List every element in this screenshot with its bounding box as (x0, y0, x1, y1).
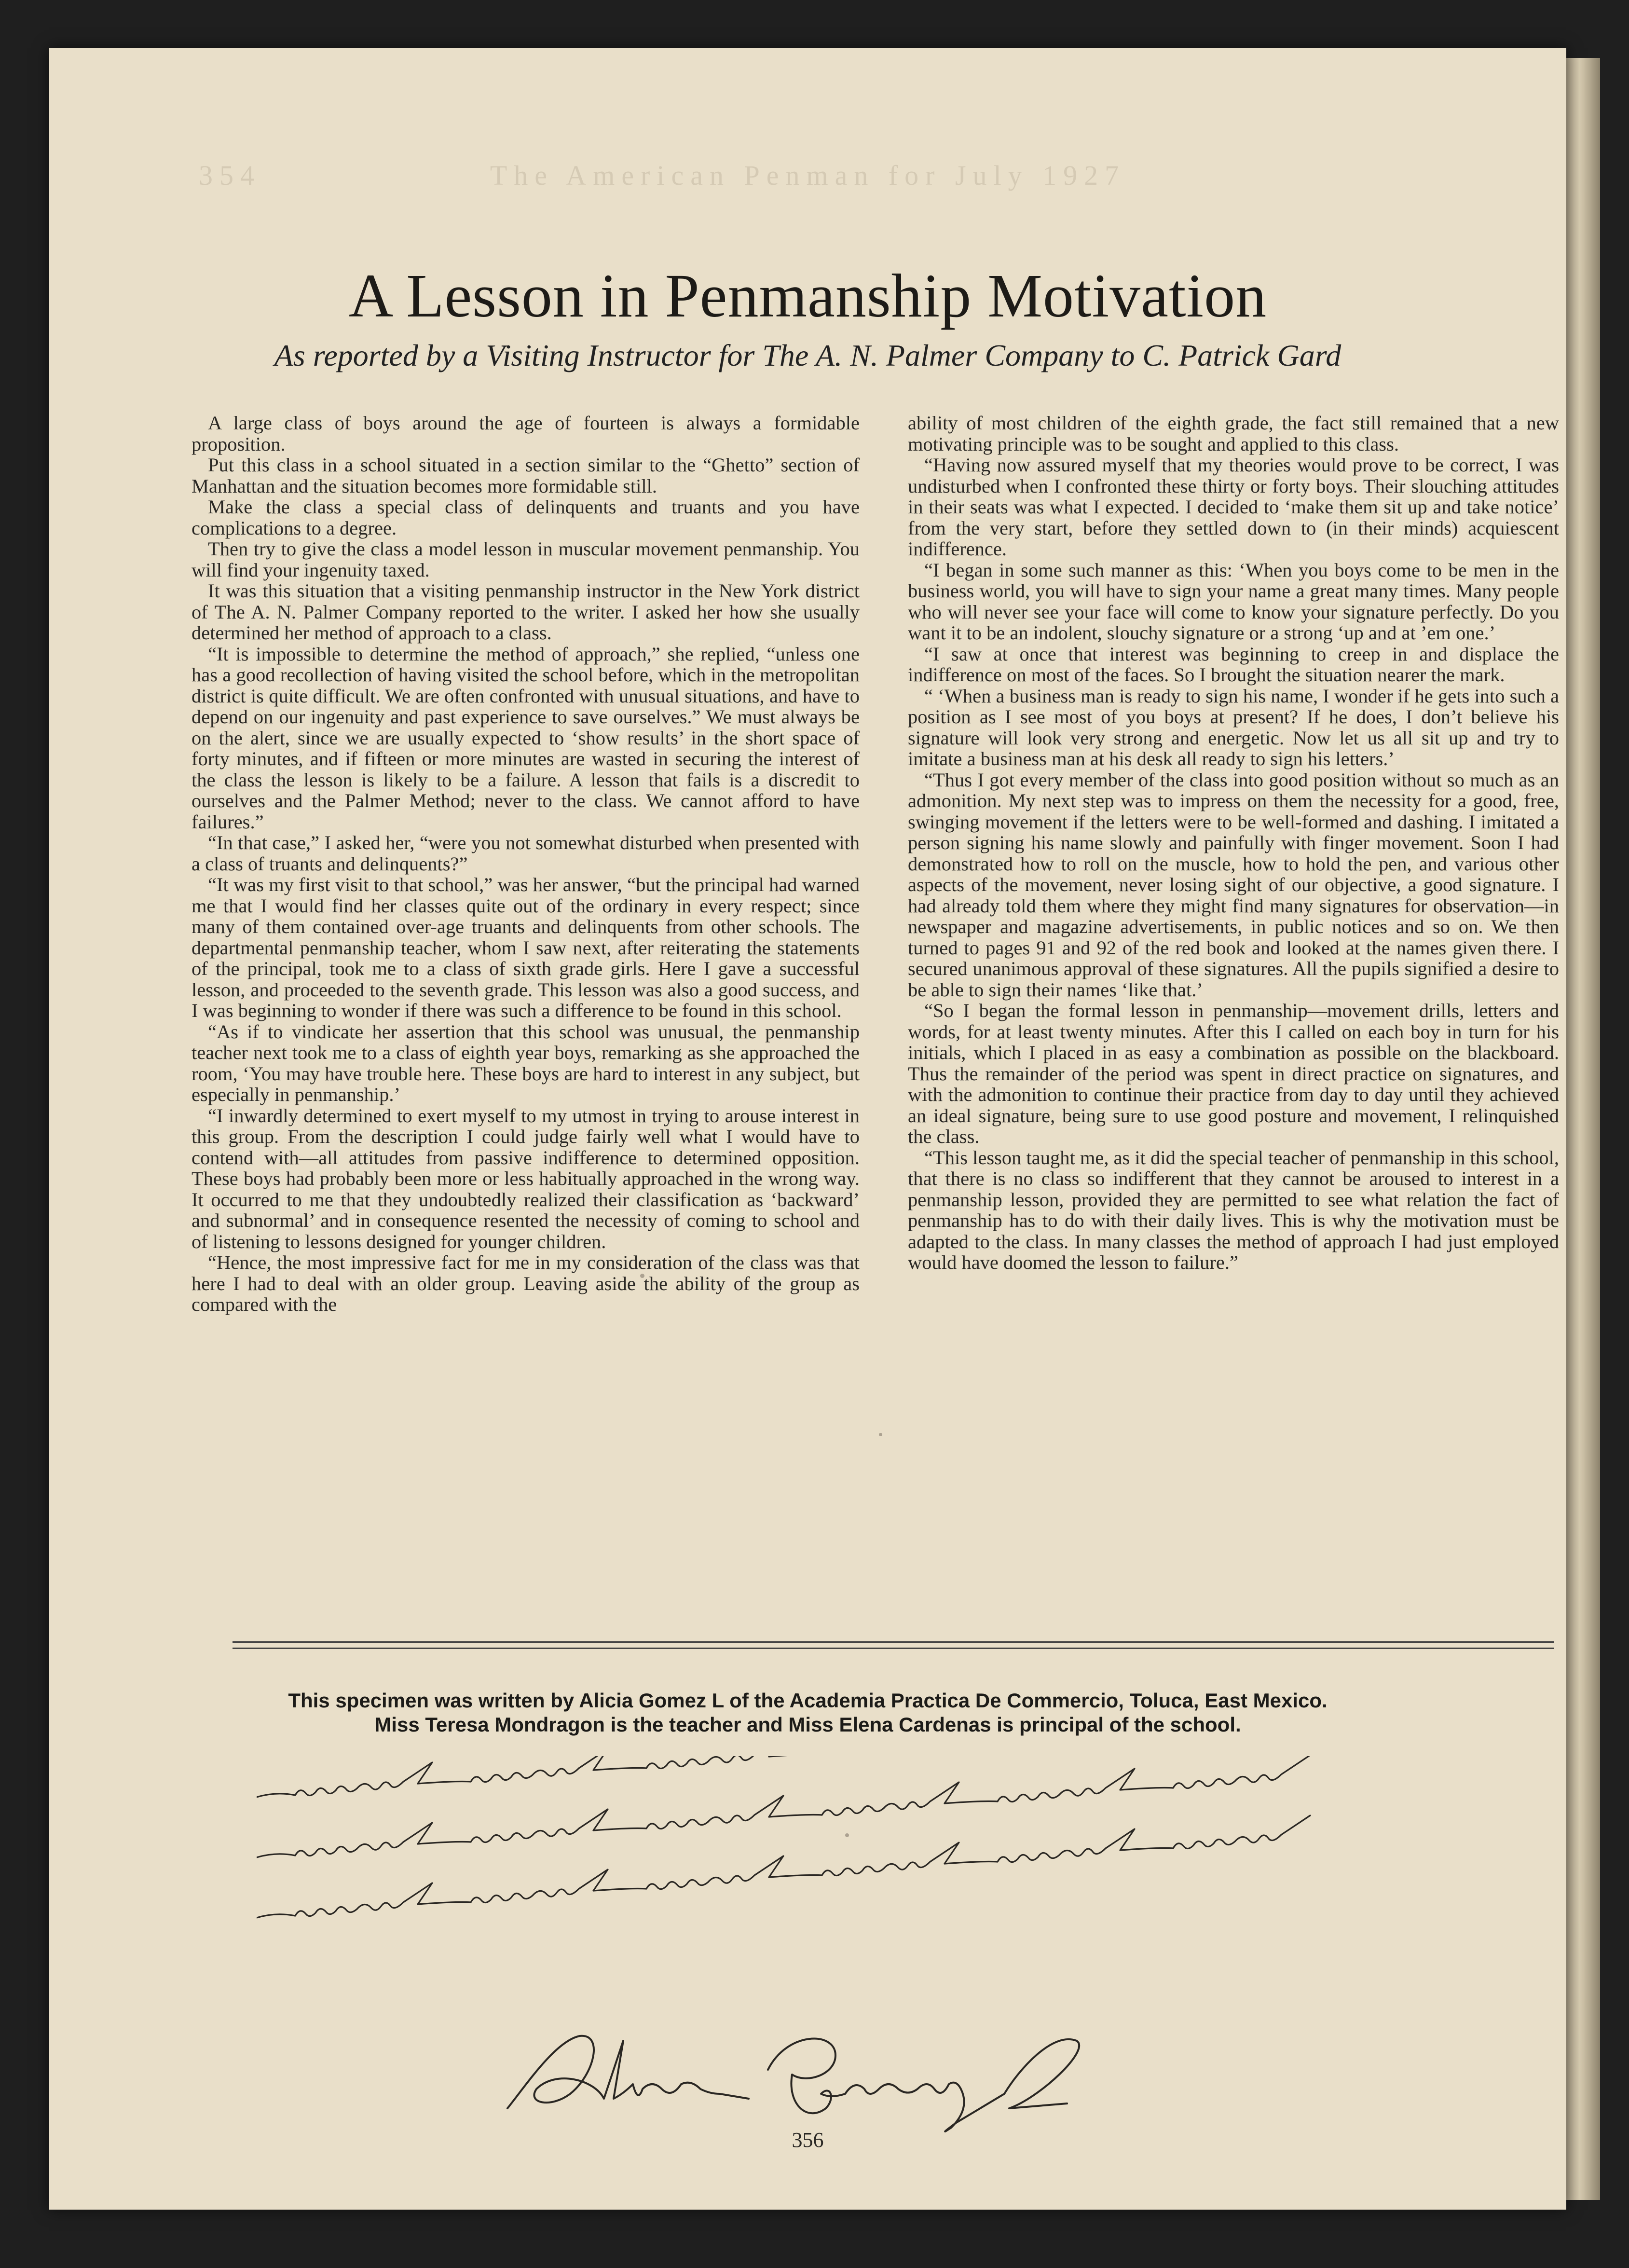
article-byline: As reported by a Visiting Instructor for The A. N. Palmer Company to C. Patrick Gard (274, 338, 1342, 372)
paragraph: “This lesson taught me, as it did the special teacher of penmanship in this school, that there is no class so indifferent that they cannot be aroused to interest in a penmanship lesson, provided they are permitted to see what relation the fact of penmanship has to do with their daily lives. This is why the motivation must be adapted to the class. In many classes the method of approach I had just employed would have doomed the lesson to failure.” (908, 1146, 1559, 1273)
paper-speck (879, 1433, 882, 1436)
handwriting-practice-lines (257, 1756, 1535, 1949)
adjacent-page-edge (1566, 58, 1600, 2200)
paragraph: “It is impossible to determine the method of approach,” she replied, “unless one has a good recollection of having visited the school before, which in the metropolitan district is quite difficult. We are often confronted with unusual situations, and have to depend on our ingenuity and past experience to save ourselves.” We must always be on the alert, since we are usually expected to ‘show results’ in the short space of forty minutes, and if fifteen or more minutes are wasted in securing the interest of the class the lesson is likely to be a failure. A lesson that fails is a discredit to ourselves and the Palmer Method; never to the class. We cannot afford to have failures.” (192, 643, 860, 833)
practice-row-1 (257, 1756, 1310, 1797)
left-column (192, 412, 860, 1315)
paragraph: It was this situation that a visiting penmanship instructor in the New York district of The A. N. Palmer Company reported to the writer. I asked her how she usually determined her method of approach to a class. (192, 580, 860, 644)
paper-speck (845, 1833, 849, 1837)
paragraph: A large class of boys around the age of fourteen is always a formidable proposition. (192, 412, 860, 455)
paragraph: “Thus I got every member of the class into good position without so much as an admonition. My next step was to impress on them the necessity for a good, free, swinging movement if the letters were to be well-formed and dashing. I imitated a person signing his name slowly and painfully with finger movement. Soon I had demonstrated how to roll on the muscle, how to hold the pen, and various other aspects of the movement, never losing sight of our objective, a good signature. I had already told them where they might find many signatures for observation—in newspaper and magazine advertisements, in public notices and so on. We then turned to pages 91 and 92 of the red book and looked at the names given there. I secured unanimous approval of these signatures. All the pupils signified a desire to be able to sign their names ‘like that.’ (908, 769, 1559, 1001)
section-divider (233, 1641, 1554, 1649)
paragraph: “It was my first visit to that school,” was her answer, “but the principal had warned me that I would find her classes quite out of the ordinary in every respect; since many of them contained over-age truants and delinquents from other schools. The departmental penmanship teacher, whom I saw next, after reiterating the statements of the principal, took me to a class of sixth grade girls. Here I gave a successful lesson, and proceeded to the seventh grade. This lesson was also a good success, and I was beginning to wonder if there was such a difference to be found in this school. (192, 874, 860, 1021)
bleed-through-running-head: The American Penman for July 1927 (490, 160, 1126, 191)
paragraph: “In that case,” I asked her, “were you not somewhat disturbed when presented with a class of truants and delinquents?” (192, 832, 860, 875)
handwritten-signature (498, 2012, 1125, 2147)
paragraph: Then try to give the class a model lesson in muscular movement penmanship. You will find your ingenuity taxed. (192, 538, 860, 581)
paragraph: “As if to vindicate her assertion that this school was unusual, the penmanship teacher next took me to a class of eighth year boys, remarking as she approached the room, ‘You may have trouble here. These boys are hard to interest in any subject, but especially in penmanship.’ (192, 1020, 860, 1105)
caption-line: This specimen was written by Alicia Gomez L of the Academia Practica De Commercio, Toluca, East Mexico. (288, 1689, 1328, 1712)
practice-row-2 (257, 1756, 1310, 1857)
paragraph: ability of most children of the eighth grade, the fact still remained that a new motivating principle was to be sought and applied to this class. (908, 412, 1559, 455)
practice-row-3 (257, 1815, 1310, 1918)
paragraph: “I inwardly determined to exert myself to my utmost in trying to arouse interest in this group. From the description I could judge fairly well what I would have to contend with—all attitudes from passive indifference to determined opposition. These boys had probably been more or less habitually approached in the wrong way. It occurred to me that they undoubtedly realized their classification as ‘backward’ and subnormal’ and in consequence resented the necessity of coming to school and of listening to lessons designed for younger children. (192, 1104, 860, 1252)
caption-line: Miss Teresa Mondragon is the teacher and Miss Elena Cardenas is principal of the school. (374, 1713, 1241, 1736)
paragraph: Put this class in a school situated in a section similar to the “Ghetto” section of Manhattan and the situation becomes more formidable still. (192, 454, 860, 497)
magazine-page (49, 48, 1566, 2210)
paragraph: “Hence, the most impressive fact for me in my consideration of the class was that here I had to deal with an older group. Leaving aside the ability of the group as compared with the (192, 1251, 860, 1315)
article-title: A Lesson in Penmanship Motivation (348, 261, 1267, 330)
page-number: 356 (792, 2128, 824, 2152)
right-column (908, 412, 1559, 1273)
paragraph: “I saw at once that interest was beginning to creep in and displace the indifference on most of the faces. So I brought the situation nearer the mark. (908, 643, 1559, 686)
paper-speck (640, 1274, 644, 1278)
paragraph: “I began in some such manner as this: ‘When you boys come to be men in the business world, you will have to sign your name a great many times. Many people who will never see your face will come to know your signature perfectly. Do you want it to be an indolent, slouchy signature or a strong ‘up and at ’em one.’ (908, 559, 1559, 644)
bleed-through-page-number: 354 (199, 160, 261, 191)
paragraph: Make the class a special class of delinquents and truants and you have complications to a degree. (192, 496, 860, 539)
paragraph: “Having now assured myself that my theories would prove to be correct, I was undisturbed when I confronted these thirty or forty boys. Their slouching attitudes in their seats was what I expected. I decided to ‘make them sit up and take notice’ from the very start, before they settled down to (in their minds) acquiescent indifference. (908, 454, 1559, 560)
paragraph: “ ‘When a business man is ready to sign his name, I wonder if he gets into such a position as I see most of you boys at present? If he does, I don’t believe his signature will look very strong and energetic. Now let us all sit up and try to imitate a business man at his desk all ready to sign his letters.’ (908, 685, 1559, 770)
paragraph: “So I began the formal lesson in penmanship—movement drills, letters and words, for at least twenty minutes. After this I called on each boy in turn for his initials, which I placed in as easy a combination as possible on the blackboard. Thus the remainder of the period was spent in direct practice on signatures, and with the admonition to continue their practice from day to day until they achieved an ideal signature, being sure to use good posture and movement, I relinquished the class. (908, 1000, 1559, 1147)
specimen-caption (49, 1689, 1566, 1737)
bleed-through-header (49, 159, 1566, 198)
